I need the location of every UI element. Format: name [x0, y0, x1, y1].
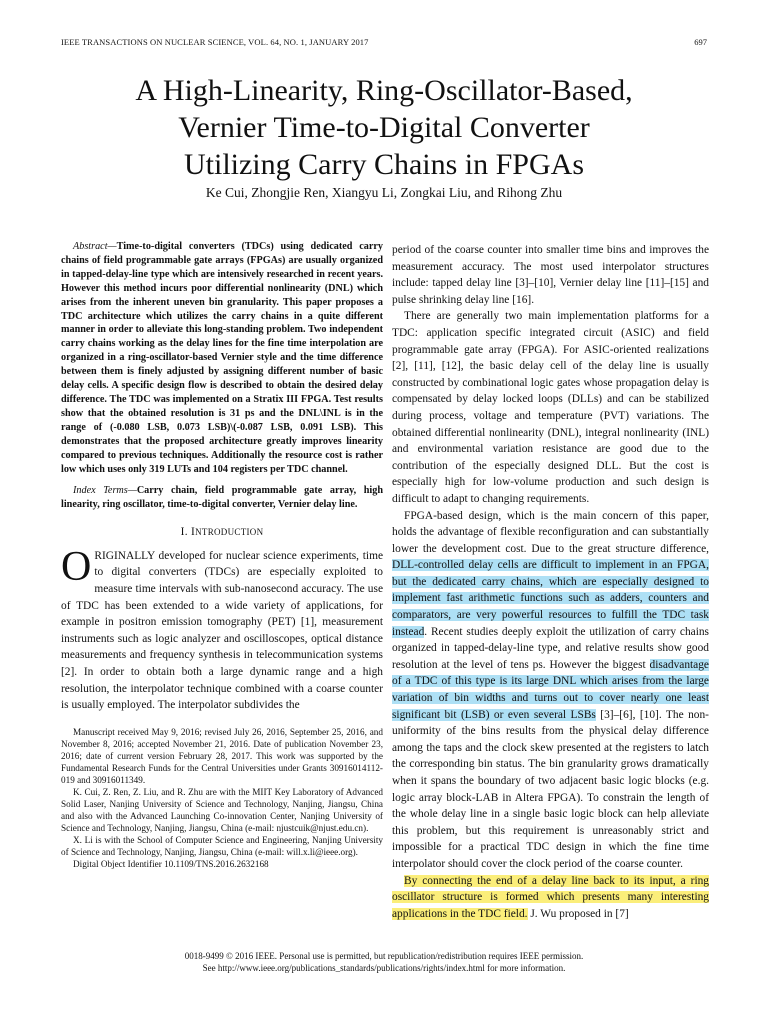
abstract [61, 240, 383, 476]
index-terms [61, 484, 383, 512]
highlighted-text: disadvantage of a TDC of this type is its large DNL which arises from the large variation of bin widths and turns out to cover nearly one least significant bit (LSB) or even several LSBs [392, 658, 709, 721]
intro-lead: RIGINALLY [94, 549, 155, 562]
section-heading [61, 524, 383, 541]
title-line: A High-Linearity, Ring-Oscillator-Based, [135, 74, 633, 107]
page-number: 697 [694, 37, 707, 47]
body-text: . Recent studies deeply exploit the utilization of carry chains organized in tapped-delay-line type, and relative results show good resolution at the level of tens ps. However the biggest [392, 625, 709, 671]
index-terms-text: Carry chain, field programmable gate array, high linearity, ring oscillator, time-to-digital converter, Vernier delay line. [61, 485, 383, 511]
rights-line: See http://www.ieee.org/publications_standards/publications/rights/index.html for more information. [202, 963, 566, 973]
body-paragraph [392, 508, 709, 873]
intro-paragraph [61, 543, 383, 714]
copyright-line: 0018-9499 © 2016 IEEE. Personal use is permitted, but republication/redistribution requires IEEE permission. [184, 951, 584, 961]
highlighted-text: By connecting the end of a delay line back to its input, a ring oscillator structure is formed which presents many interesting applications in the TDC field. [392, 874, 709, 920]
abstract-label: Abstract— [73, 241, 117, 252]
body-paragraph [392, 873, 709, 923]
highlighted-text: DLL-controlled delay cells are difficult to implement in an FPGA, but the dedicated carry chains, which are especially designed to implement fast arithmetic functions such as adders, counters and comparators, are very powerful resources to fulfill the TDC task instead [392, 559, 709, 638]
intro-text: developed for nuclear science experiments, time to digital converters (TDCs) are especially exploited to measure time intervals with sub-nanosecond accuracy. The use of TDC has been extended to a wide variety of applications, for example in positron emission tomography (PET) [1], measurement instruments such as logic analyzer and oscilloscopes, optical distance measurements and frequency synthesis in telecommunication systems [2]. In order to obtain both a large dynamic range and a high resolution, the interpolator technique combined with a coarse counter is usually employed. The interpolator subdivides the [61, 549, 383, 712]
section-title-rest: NTRODUCTION [195, 527, 264, 538]
copyright-footer [0, 950, 768, 974]
body-text: [3]–[6], [10]. The non-uniformity of the bins results from the physical delay difference among the taps and the clock skew presented at the registers to latch the corresponding bin status. The bin granularity grows dramatically when it spans the boundary of two adjacent basic logic blocks (e.g. logic array block-LAB in Altera FPGA). To constrain the length of the whole delay line in a single basic logic block can help alleviate this problem, but this requirement is unreasonably strict and impossible for a practical TDC design in which the fine time interpolator should cover the clock period of the coarse counter. [392, 708, 709, 870]
footnotes [61, 726, 383, 870]
section-title-first: I [191, 526, 196, 539]
abstract-text: Time-to-digital converters (TDCs) using dedicated carry chains of field programmable gate arrays (FPGAs) are usually organized in tapped-delay-line type which are intensively researched in recent years. However this method incurs poor differential nonlinearity (DNL) which arises from the inherent uneven bin granularity. This paper proposes a TDC architecture which utilizes the carry chains in a quite different manner in order to alleviate this long-standing problem. Two independent carry chains working as the delay lines for the fine time interpolation are organized in a ring-oscillator-based Vernier style and the time difference between them is finely adjusted by assigning different number of basic delay cells. A specific design flow is described to obtain the desired delay difference. The TDC was implemented on a Stratix III FPGA. Test results show that the obtained resolution is 31 ps and the DNL\INL is in the range of (-0.080 LSB, 0.073 LSB)\(-0.087 LSB, 0.091 LSB). This demonstrates that the proposed architecture greatly improves linearity compared to previous techniques. Additionally the resource cost is rather low which uses only 319 LUTs and 104 registers per TDC channel. [61, 241, 383, 475]
author-list: Ke Cui, Zhongjie Ren, Xiangyu Li, Zongkai Liu, and Rihong Zhu [205, 185, 563, 200]
body-text: FPGA-based design, which is the main concern of this paper, holds the advantage of flexible reconfiguration and can substantially lower the development cost. Due to the great structure difference, [392, 509, 709, 555]
drop-cap: O [61, 543, 92, 590]
right-column [392, 242, 709, 922]
body-paragraph: period of the coarse counter into smaller time bins and improves the measurement accuracy. The most used interpolator structures include: tapped delay line [3]–[10], Vernier delay line [11]–[15] and pulse shrinking delay line [16]. [392, 244, 709, 306]
index-terms-label: Index Terms— [73, 485, 137, 497]
title-line: Vernier Time-to-Digital Converter [178, 111, 590, 144]
body-paragraph: There are generally two main implementation platforms for a TDC: application specific integrated circuit (ASIC) and field programmable gate array (FPGA). For ASIC-oriented realizations [2], [11], [12], the basic delay cell of the delay line is usually constructed by combinational logic gates whose propagation delay is compensated by delay locked loops (DLLs) and can be stabilized during process, voltage and temperature (PVT) variations. The obtained differential nonlinearity (DNL), integral nonlinearity (INL) and environmental variation resistance are good due to the contribution of the especially designed DLL. But the cost is especially high for low-volume production and such design is difficult to adapt to changing requirements. [392, 310, 709, 505]
body-text: J. Wu proposed in [7] [527, 907, 629, 920]
section-number: I. [180, 526, 191, 539]
left-column [61, 240, 383, 870]
footnote: K. Cui, Z. Ren, Z. Liu, and R. Zhu are with the MIIT Key Laboratory of Advanced Solid Laser, Nanjing University of Science and Technology, Nanjing, Jiangsu, China and also with the Advanced Launching Co-innovation Center, Nanjing University of Science and Technology, Nanjing, Jiangsu, China (e-mail: njustcuik@njust.edu.cn). [61, 786, 383, 833]
paper-title [0, 72, 768, 183]
footnote: Manuscript received May 9, 2016; revised July 26, 2016, September 25, 2016, and November 8, 2016; accepted November 21, 2016. Date of publication November 23, 2016; date of current version February 28, 2017. This work was supported by the Fundamental Research Funds for the Central Universities under Grants 30916014112-019 and 30916011349. [61, 726, 383, 785]
running-header: IEEE TRANSACTIONS ON NUCLEAR SCIENCE, VOL. 64, NO. 1, JANUARY 2017 [61, 37, 369, 47]
footnote-doi: Digital Object Identifier 10.1109/TNS.2016.2632168 [73, 858, 269, 869]
footnote: X. Li is with the School of Computer Science and Engineering, Nanjing University of Science and Technology, Nanjing, Jiangsu, China (e-mail: will.x.li@ieee.org). [61, 834, 383, 857]
title-line: Utilizing Carry Chains in FPGAs [183, 148, 584, 181]
